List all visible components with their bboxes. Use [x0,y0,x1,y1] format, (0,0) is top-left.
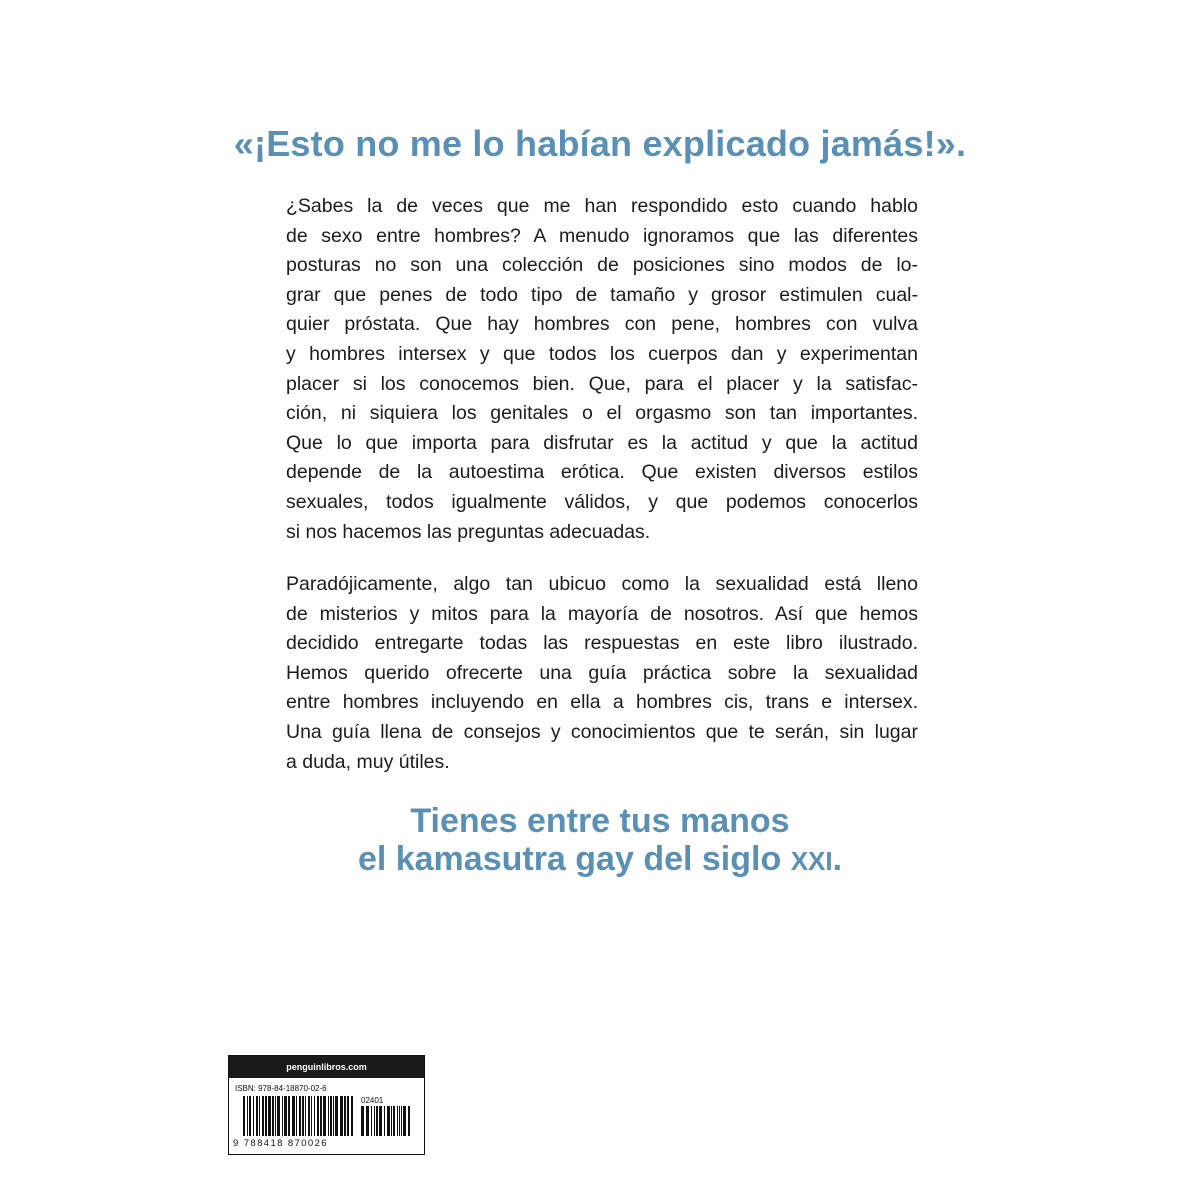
barcode-bar [272,1096,274,1136]
isbn-label: ISBN: 978-84-18870-02-6 [235,1084,327,1093]
barcode-bar [376,1106,378,1136]
barcode-bar [340,1096,343,1136]
text-line: sexuales, todos igualmente válidos, y que podemos conocerlos [286,490,918,513]
barcode-bar [259,1096,260,1136]
tagline-line-2 [358,840,842,878]
barcode-bar [347,1096,349,1136]
tagline-period: . [832,840,843,878]
tagline-line-2-text: el kamasutra gay del siglo [357,840,791,878]
barcode-bar [249,1096,251,1136]
text-line: depende de la autoestima erótica. Que existen diversos estilos [286,461,918,484]
text-line: si nos hacemos las preguntas adecuadas. [286,520,651,543]
barcode-bar [284,1096,287,1136]
barcode-bar [288,1096,290,1136]
text-line: y hombres intersex y que todos los cuerpos dan y experimentan [286,342,918,365]
barcode-bar [387,1106,390,1136]
barcode-bar [320,1096,322,1136]
barcode-bar [302,1096,304,1136]
barcode-bar [299,1096,301,1136]
barcode-bar [379,1106,382,1136]
barcode-bar [292,1096,295,1136]
barcode-bar [344,1096,346,1136]
barcode-bar [243,1096,245,1136]
text-line: decidido entregarte todas las respuestas en este libro ilustrado. [286,632,918,655]
text-line: de sexo entre hombres? A menudo ignoramos que las diferentes [286,224,918,247]
text-line: quier próstata. Que hay hombres con pene, hombres con vulva [286,313,918,336]
barcode-box [228,1055,425,1155]
text-line: Paradójicamente, algo tan ubicuo como la sexualidad está lleno [286,573,918,595]
barcode-bar [374,1106,375,1136]
barcode-bar [371,1106,372,1136]
barcode-bar [361,1106,364,1136]
barcode-bar [277,1096,280,1136]
barcode-bar [351,1096,353,1136]
barcode-bar [262,1096,264,1136]
barcode-bar [403,1106,406,1136]
body-paragraph-1 [286,192,918,547]
barcode-bar [323,1096,326,1136]
body-paragraph-2 [286,570,918,777]
headline: «¡Esto no me lo habían explicado jamás!». [233,123,967,164]
barcode-bar [256,1096,258,1136]
addon-code: 02401 [361,1096,384,1105]
barcode-bar [308,1096,310,1136]
barcode-bar [317,1096,319,1136]
text-line: posturas no son una colección de posiciones sino modos de lo- [286,254,918,277]
tagline [0,802,1200,880]
barcode-bar [305,1096,306,1136]
barcode-bar [314,1096,315,1136]
barcode-bar [408,1106,410,1136]
barcode-bar [268,1096,271,1136]
tagline-line-1: Tienes entre tus manos [410,802,790,840]
barcode-bar [265,1096,267,1136]
barcode-bar [401,1106,402,1136]
text-line: entre hombres incluyendo en ella a hombres cis, trans e intersex. [286,691,918,714]
text-line: placer si los conocemos bien. Que, para el placer y la satisfac- [286,372,918,395]
barcode-bar [282,1096,283,1136]
addon-barcode-icon [361,1106,413,1136]
text-line: grar que penes de todo tipo de tamaño y grosor estimulen cual- [286,283,918,306]
barcode-bar [393,1106,395,1136]
text-line: de misterios y mitos para la mayoría de nosotros. Así que hemos [286,602,918,625]
ean-barcode-icon [243,1096,355,1136]
barcode-bar [397,1106,398,1136]
publisher-website: penguinlibros.com [229,1056,424,1078]
text-line: Que lo que importa para disfrutar es la actitud y que la actitud [286,431,918,454]
barcode-bar [333,1096,334,1136]
text-line: ción, ni siquiera los genitales o el orgasmo son tan importantes. [286,402,918,425]
barcode-bar [391,1106,392,1136]
barcode-bar [247,1096,248,1136]
century-numeral: XXI [790,846,833,876]
barcode-bar [296,1096,297,1136]
barcode-bar [275,1096,276,1136]
barcode-bar [253,1096,254,1136]
barcode-bar [330,1096,332,1136]
barcode-bar [328,1096,329,1136]
barcode-bar [384,1106,385,1136]
barcode-bar [366,1106,369,1136]
barcode-bar [399,1106,400,1136]
barcode-bar [335,1096,338,1136]
text-line: ¿Sabes la de veces que me han respondido esto cuando hablo [286,195,918,217]
text-line: a duda, muy útiles. [286,750,450,773]
barcode-bar [311,1096,312,1136]
barcode-digits: 9 788418 870026 [233,1138,328,1149]
text-line: Una guía llena de consejos y conocimientos que te serán, sin lugar [286,720,918,743]
text-line: Hemos querido ofrecerte una guía práctica sobre la sexualidad [286,661,918,684]
